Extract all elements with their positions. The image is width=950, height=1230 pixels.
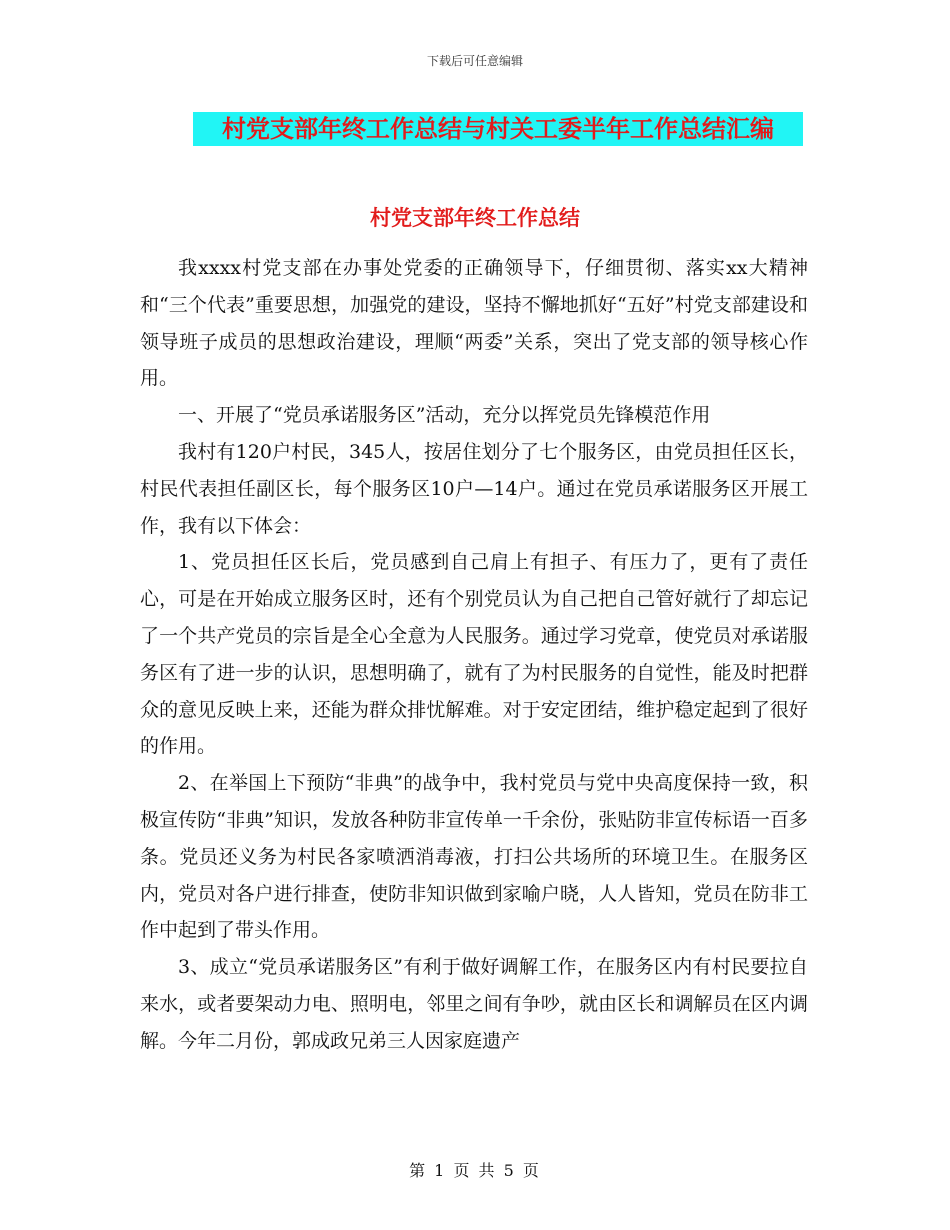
paragraph: 1、党员担任区长后，党员感到自己肩上有担子、有压力了，更有了责任心，可是在开始成立服务区时，还有个别党员认为自己把自己管好就行了却忘记了一个共产党员的宗旨是全心全意为人民服务。通过学习党章，使党员对承诺服务区有了进一步的认识，思想明确了，就有了为村民服务的自觉性，能及时把群众的意见反映上来，还能为群众排忧解难。对于安定团结，维护稳定起到了很好的作用。 <box>140 551 808 758</box>
document-body <box>140 250 808 1060</box>
paragraph: 我村有120户村民，345人，按居住划分了七个服务区，由党员担任区长，村民代表担任副区长，每个服务区10户—14户。通过在党员承诺服务区开展工作，我有以下体会： <box>140 440 808 537</box>
paragraph: 我xxxx村党支部在办事处党委的正确领导下，仔细贯彻、落实xx大精神和“三个代表”重要思想，加强党的建设，坚持不懈地抓好“五好”村党支部建设和领导班子成员的思想政治建设，理顺“两委”关系，突出了党支部的领导核心作用。 <box>140 257 808 390</box>
paragraph: 3、成立“党员承诺服务区”有利于做好调解工作，在服务区内有村民要拉自来水，或者要架动力电、照明电，邻里之间有争吵，就由区长和调解员在区内调解。今年二月份，郭成政兄弟三人因家庭遗产 <box>140 956 808 1052</box>
paragraph: 2、在举国上下预防“非典”的战争中，我村党员与党中央高度保持一致，积极宣传防“非典”知识，发放各种防非宣传单一千余份，张贴防非宣传标语一百多条。党员还义务为村民各家喷洒消毒液，打扫公共场所的环境卫生。在服务区内，党员对各户进行排查，使防非知识做到家喻户晓，人人皆知，党员在防非工作中起到了带头作用。 <box>140 772 808 942</box>
document-title: 村党支部年终工作总结与村关工委半年工作总结汇编 <box>193 112 803 146</box>
page-footer: 第 1 页 共 5 页 <box>409 1161 541 1180</box>
paragraph: 一、开展了“党员承诺服务区”活动，充分以挥党员先锋模范作用 <box>178 404 711 427</box>
section-title: 村党支部年终工作总结 <box>370 206 580 230</box>
page-header: 下载后可任意编辑 <box>426 54 523 68</box>
